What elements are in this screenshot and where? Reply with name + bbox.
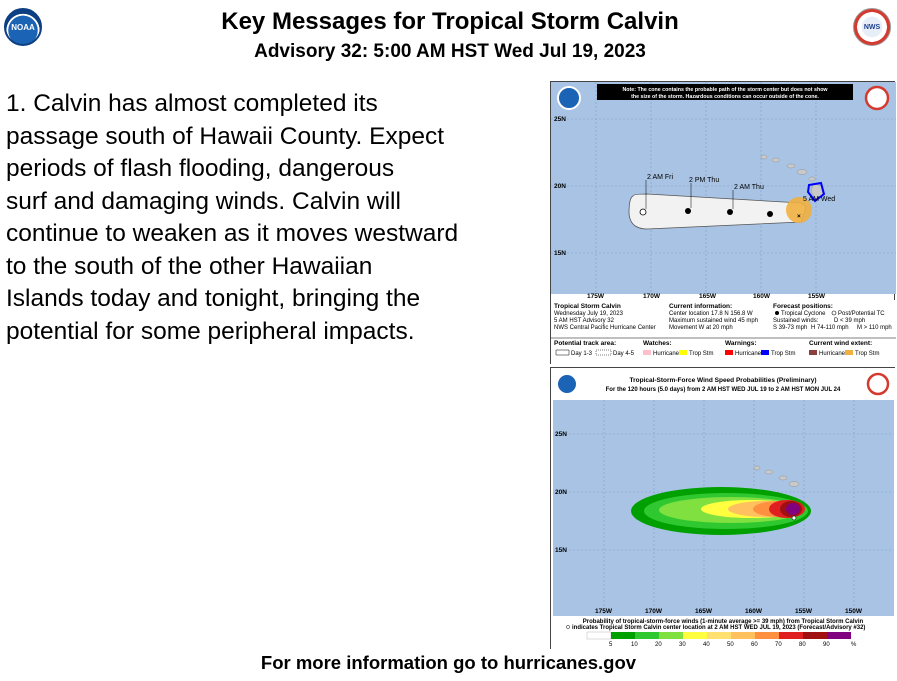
key-message-line: 1. Calvin has almost completed its [6,90,378,117]
lon-label: 170W [643,293,660,300]
wind-map-subtitle: For the 120 hours (5.0 days) from 2 AM HST WED JUL 19 to 2 AM HST MON JUL 24 [605,387,841,393]
info-m: M > 110 mph [857,325,892,331]
scale-label: 5 [609,642,613,648]
noaa-mini-icon [558,87,580,109]
info-location: Center location 17.8 N 156.8 W [669,311,753,317]
lat-label: 15N [555,547,567,554]
legend-extent-tropstm: Trop Stm [855,351,880,357]
legend-extent-hurricane: Hurricane [819,351,846,357]
key-message [6,88,536,348]
scale-label: 30 [679,642,686,648]
current-position-marker: × [797,213,801,220]
storm-center-marker [792,516,796,520]
lon-label: 175W [587,293,604,300]
info-d: D < 39 mph [834,318,866,324]
track-point [767,211,773,217]
nws-logo-icon: NWS [853,8,891,46]
advisory-subtitle: Advisory 32: 5:00 AM HST Wed Jul 19, 2023 [254,41,646,62]
info-sustained: Sustained winds: [773,318,819,324]
forecast-label: 2 AM Thu [734,184,764,191]
legend-watches-title: Watches: [643,340,672,347]
probability-scale [587,632,851,639]
cone-ocean [551,82,896,294]
info-post-tc: Post/Potential TC [838,311,885,317]
key-message-line: surf and damaging winds. Calvin will [6,187,401,215]
info-current-title: Current information: [669,303,733,310]
wind-map-title: Tropical-Storm-Force Wind Speed Probabilities (Preliminary) [629,377,817,384]
wind-caption2: indicates Tropical Storm Calvin center location at 2 AM HST WED JUL 19, 2023 (Forecast/Advisory #32) [572,625,866,631]
noaa-logo-icon: NOAA [4,8,42,46]
lon-label: 160W [753,293,770,300]
lon-label: 155W [808,293,825,300]
info-storm-name: Tropical Storm Calvin [554,303,621,310]
legend-watch-hurricane: Hurricane [653,351,680,357]
legend-warnings-title: Warnings: [725,340,757,347]
track-point [685,208,691,214]
scale-label: 20 [655,642,662,648]
lat-label: 20N [554,183,566,190]
forecast-label: 2 PM Thu [689,177,720,184]
legend-day45: Day 4-5 [613,351,635,357]
track-point [640,209,646,215]
lon-label: 165W [695,608,712,615]
wind-caption1: Probability of tropical-storm-force winds (1-minute average >= 39 mph) from Tropical Storm Calvin [582,619,864,625]
cone-note-line2: the size of the storm. Hazardous conditions can occur outside of the cone. [631,94,819,100]
forecast-cone-svg [551,82,896,365]
prob-region [786,503,800,515]
nws-mini-icon [868,374,888,394]
forecast-cone-map [550,81,895,364]
forecast-label: 2 AM Fri [647,174,674,181]
wind-probability-map [550,367,895,649]
info-h: H 74-110 mph [811,325,849,331]
lat-label: 25N [555,431,567,438]
footer-link-text: For more information go to hurricanes.gov [260,652,637,673]
key-message-line: periods of flash flooding, dangerous [6,155,395,182]
legend-watch-tropstm: Trop Stm [689,351,714,357]
noaa-mini-icon [557,374,577,394]
legend-warn-hurricane: Hurricane [735,351,762,357]
nws-mini-icon [866,87,888,109]
lat-label: 25N [554,116,566,123]
scale-label: 80 [799,642,806,648]
key-message-line: continue to weaken as it moves westward [6,220,459,247]
info-advisory: 5 AM HST Advisory 32 [554,318,614,324]
info-tc: Tropical Cyclone [781,311,826,317]
track-point [727,209,733,215]
scale-label: 10 [631,642,638,648]
key-message-line: potential for some peripheral impacts. [6,317,415,345]
lat-label: 20N [555,489,567,496]
key-message-line: Islands today and tonight, bringing the [6,285,421,312]
scale-label: % [851,642,857,648]
lon-label: 175W [595,608,612,615]
lon-label: 155W [795,608,812,615]
info-max-wind: Maximum sustained wind 45 mph [669,318,759,324]
legend-extent-title: Current wind extent: [809,340,873,347]
key-message-line: to the south of the other Hawaiian [6,252,373,280]
scale-label: 60 [751,642,758,648]
key-message-line: passage south of Hawaii County. Expect [6,122,445,150]
legend-day13: Day 1-3 [571,351,593,357]
info-movement: Movement W at 20 mph [669,325,733,331]
legend-track-title: Potential track area: [554,340,617,347]
lon-label: 150W [845,608,862,615]
legend-warn-tropstm: Trop Stm [771,351,796,357]
wind-probability-svg [551,368,896,650]
lon-label: 160W [745,608,762,615]
info-s: S 39-73 mph [773,325,808,331]
scale-label: 90 [823,642,830,648]
scale-label: 70 [775,642,782,648]
forecast-label: 5 AM Wed [803,196,836,203]
cone-note-line1: Note: The cone contains the probable path of the storm center but does not show [622,87,828,93]
page-title: Key Messages for Tropical Storm Calvin [221,8,679,35]
info-date: Wednesday July 19, 2023 [554,311,623,317]
scale-label: 40 [703,642,710,648]
scale-label: 50 [727,642,734,648]
lat-label: 15N [554,250,566,257]
lon-label: 170W [645,608,662,615]
info-center: NWS Central Pacific Hurricane Center [554,325,656,331]
info-forecast-title: Forecast positions: [773,303,833,310]
lon-label: 165W [699,293,716,300]
